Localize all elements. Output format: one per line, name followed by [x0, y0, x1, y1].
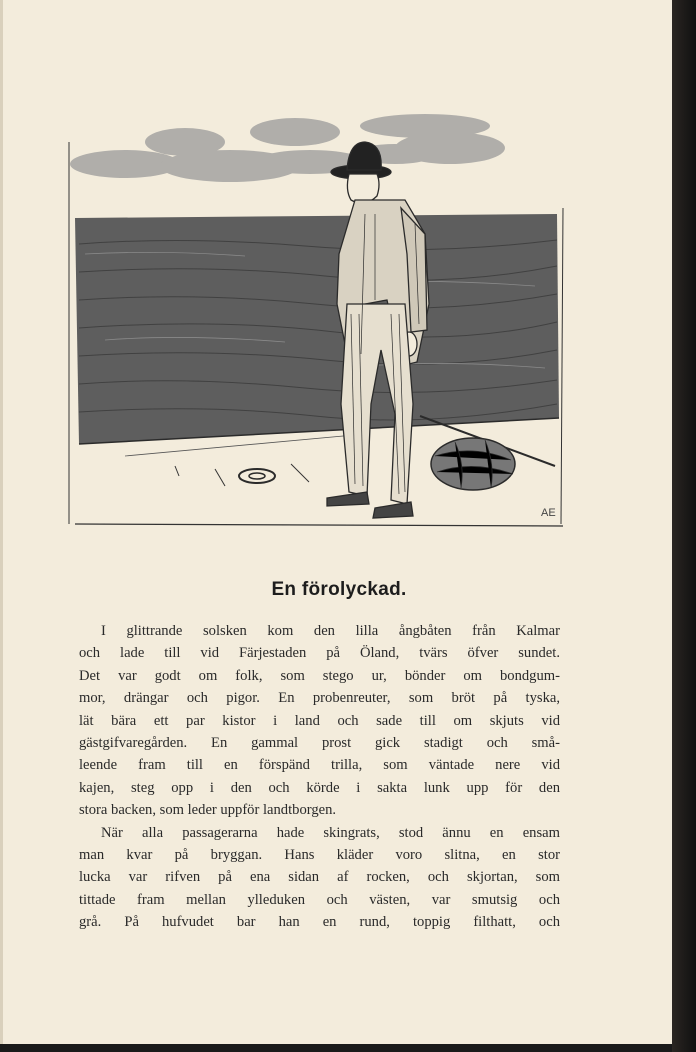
- clouds: [70, 114, 505, 182]
- text-line: gästgifvaregården. En gammal prost gick stadigt och små-: [79, 735, 560, 752]
- text-line: När alla passagerarna hade skingrats, stod ännu en ensam: [101, 824, 560, 841]
- text-line: Det var godt om folk, som stego ur, bönder om bondgum-: [79, 667, 560, 684]
- body-text: [79, 620, 560, 934]
- text-line: grå. På hufvudet bar han en rund, toppig filthatt, och: [79, 914, 560, 931]
- book-spine-shadow: [672, 0, 696, 1052]
- text-line: stora backen, som leder uppför landtborgen.: [79, 802, 337, 819]
- text-line: kajen, steg opp i den och körde i sakta lunk upp för den: [79, 779, 560, 796]
- chapter-title: En förolyckad.: [271, 579, 407, 600]
- artist-signature: AE: [541, 507, 556, 519]
- text-line: lät bära ett par kistor i land och sade till om skjuts vid: [79, 712, 560, 729]
- illustration-man-on-pier: [65, 104, 571, 532]
- text-line: och lade till vid Färjestaden på Öland, tvärs öfver sundet.: [79, 645, 560, 662]
- paragraph-2: [79, 822, 560, 934]
- text-line: tittade fram mellan ylleduken och västen, var smutsig och: [79, 891, 560, 908]
- text-line: mor, drängar och pigor. En probenreuter, som bröt på tyska,: [79, 690, 560, 707]
- standing-man: [327, 142, 429, 518]
- text-line: man kvar på bryggan. Hans kläder voro slitna, en stor: [79, 847, 560, 864]
- text-line: leende fram till en förspänd trilla, som väntade nere vid: [79, 757, 560, 774]
- text-line: I glittrande solsken kom den lilla ångbåten från Kalmar: [101, 623, 560, 639]
- text-line: lucka var rifven på ena sidan af rocken, och skjortan, som: [79, 869, 560, 886]
- paragraph-1: [79, 620, 560, 822]
- cloth-bundle: [431, 438, 515, 490]
